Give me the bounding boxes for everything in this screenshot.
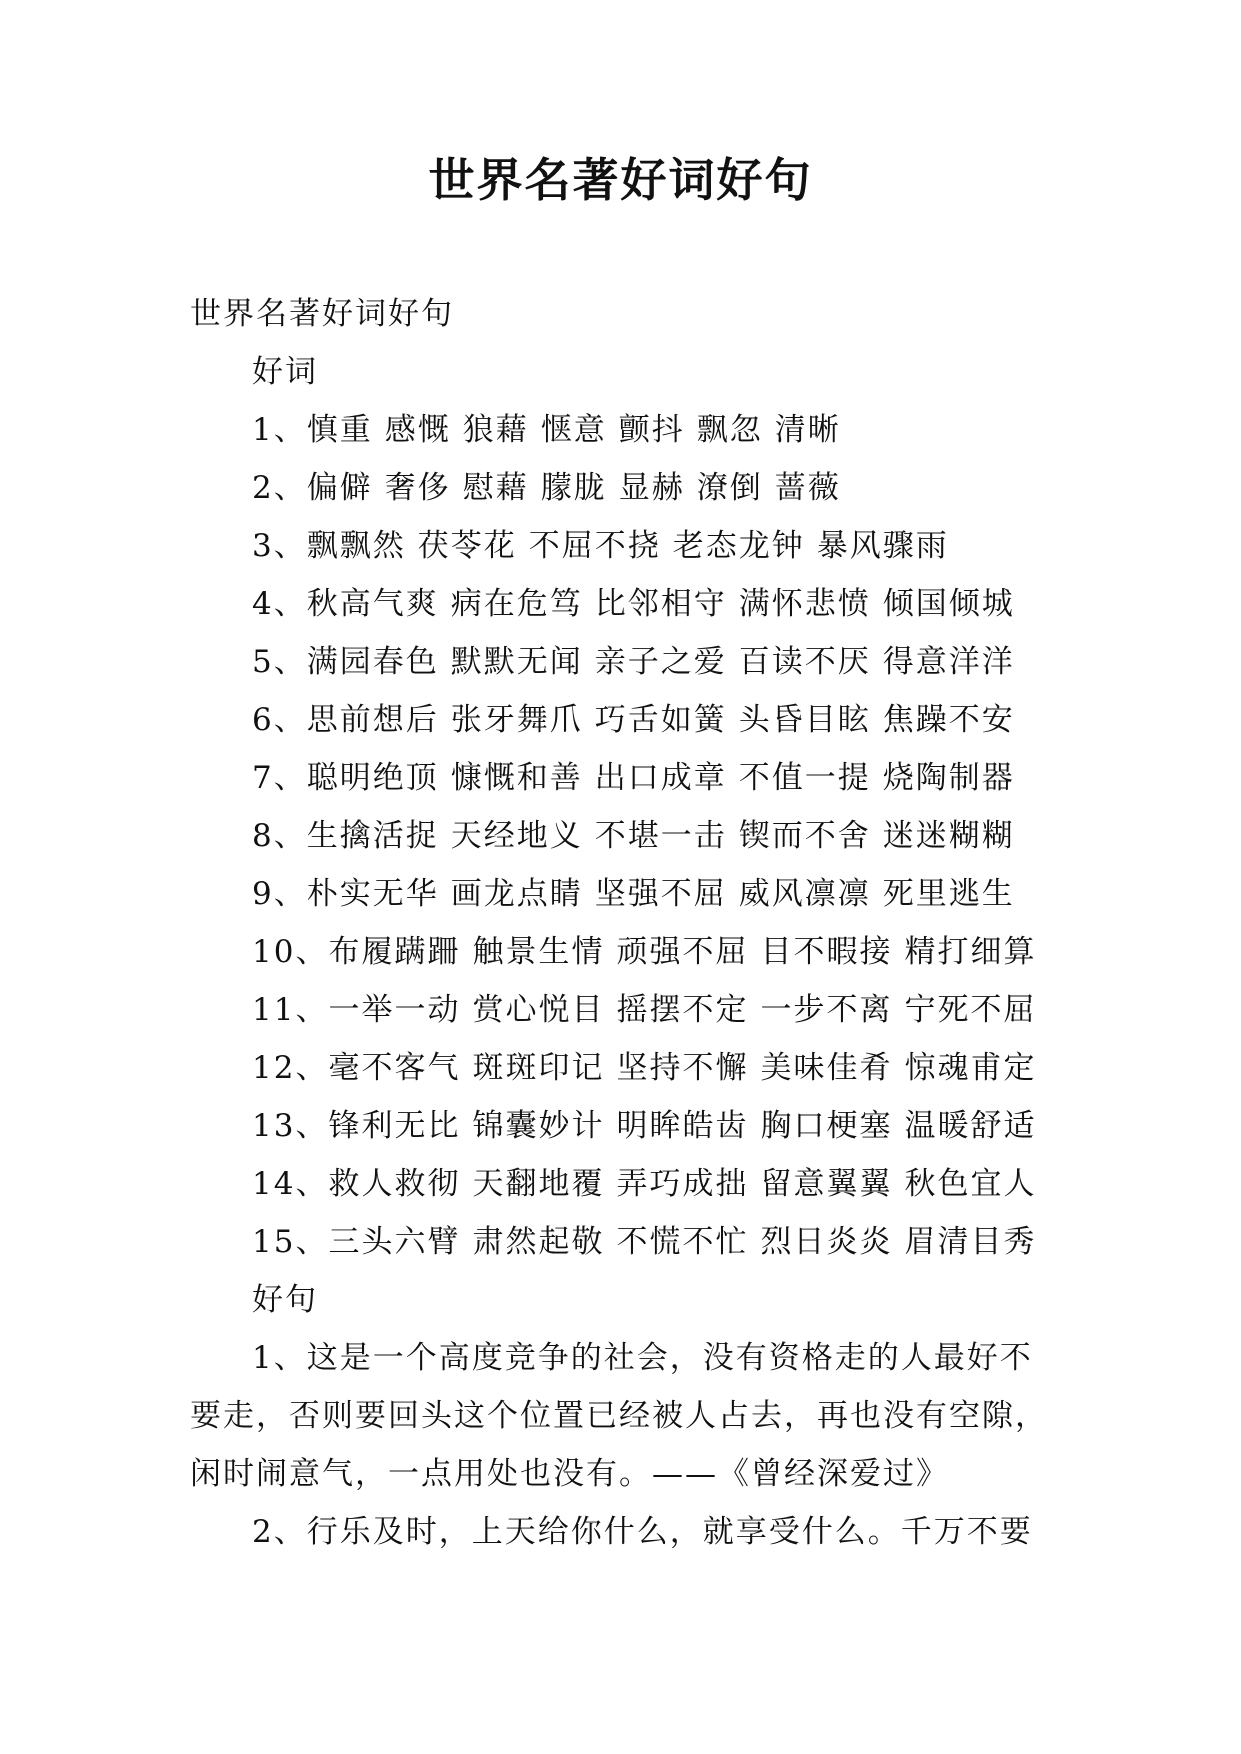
word-item: 烈日炎炎 (760, 1224, 893, 1260)
word-item: 清晰 (774, 412, 841, 448)
word-item: 救人救彻 (328, 1166, 461, 1202)
word-item: 明眸皓齿 (616, 1108, 749, 1144)
word-item: 美味佳肴 (760, 1050, 893, 1086)
word-item: 满园春色 (306, 644, 439, 680)
word-row (190, 749, 1060, 807)
document-body (190, 285, 1060, 1561)
word-item: 顽强不屈 (616, 934, 749, 970)
word-item: 目不暇接 (760, 934, 893, 970)
word-item: 精打细算 (904, 934, 1037, 970)
word-item: 显赫 (618, 470, 685, 506)
word-item: 一举一动 (328, 992, 461, 1028)
word-item: 宁死不屈 (904, 992, 1037, 1028)
word-row (190, 1097, 1060, 1155)
word-row (190, 1155, 1060, 1213)
word-item: 留意翼翼 (760, 1166, 893, 1202)
word-item: 触景生情 (472, 934, 605, 970)
word-item: 惬意 (540, 412, 607, 448)
word-item: 生擒活捉 (306, 818, 439, 854)
sentence-paragraph: 2、行乐及时，上天给你什么，就享受什么。千万不要 (252, 1514, 1033, 1550)
document-title: 世界名著好词好句 (428, 153, 813, 207)
word-item: 坚强不屈 (594, 876, 727, 912)
word-row (190, 807, 1060, 865)
word-item: 不堪一击 (594, 818, 727, 854)
word-item: 锦囊妙计 (472, 1108, 605, 1144)
word-row-number: 12、 (252, 1050, 329, 1086)
word-item: 病在危笃 (450, 586, 583, 622)
word-item: 锲而不舍 (738, 818, 871, 854)
word-item: 坚持不懈 (616, 1050, 749, 1086)
word-row-number: 5、 (252, 644, 307, 680)
word-row-number: 4、 (252, 586, 307, 622)
word-item: 暴风骤雨 (816, 528, 949, 564)
word-item: 飘飘然 (306, 528, 406, 564)
word-row (190, 1039, 1060, 1097)
word-row-number: 15、 (252, 1224, 329, 1260)
word-item: 茯苓花 (417, 528, 517, 564)
word-item: 画龙点睛 (450, 876, 583, 912)
word-item: 惊魂甫定 (904, 1050, 1037, 1086)
word-item: 烧陶制器 (882, 760, 1015, 796)
word-item: 潦倒 (696, 470, 763, 506)
word-list (190, 401, 1060, 1271)
word-item: 威风凛凛 (738, 876, 871, 912)
word-row (190, 575, 1060, 633)
word-row (190, 633, 1060, 691)
word-item: 满怀悲愤 (738, 586, 871, 622)
word-item: 默默无闻 (450, 644, 583, 680)
word-item: 锋利无比 (328, 1108, 461, 1144)
word-item: 眉清目秀 (904, 1224, 1037, 1260)
word-item: 一步不离 (760, 992, 893, 1028)
word-row (190, 517, 1060, 575)
word-item: 秋高气爽 (306, 586, 439, 622)
word-item: 感慨 (384, 412, 451, 448)
word-item: 思前想后 (306, 702, 439, 738)
word-item: 比邻相守 (594, 586, 727, 622)
word-item: 头昏目眩 (738, 702, 871, 738)
word-item: 慷慨和善 (450, 760, 583, 796)
word-item: 飘忽 (696, 412, 763, 448)
word-item: 倾国倾城 (882, 586, 1015, 622)
word-item: 斑斑印记 (472, 1050, 605, 1086)
word-row-number: 2、 (252, 470, 307, 506)
word-row-number: 9、 (252, 876, 307, 912)
word-item: 秋色宜人 (904, 1166, 1037, 1202)
word-row-number: 10、 (252, 934, 329, 970)
word-item: 温暖舒适 (904, 1108, 1037, 1144)
sentences-heading: 好句 (252, 1282, 318, 1318)
word-row-number: 3、 (252, 528, 307, 564)
word-row (190, 1213, 1060, 1271)
word-row-number: 6、 (252, 702, 307, 738)
word-item: 胸口梗塞 (760, 1108, 893, 1144)
word-item: 百读不厌 (738, 644, 871, 680)
word-row (190, 923, 1060, 981)
word-item: 布履蹒跚 (328, 934, 461, 970)
word-row (190, 981, 1060, 1039)
word-item: 巧舌如簧 (594, 702, 727, 738)
word-item: 奢侈 (384, 470, 451, 506)
words-heading: 好词 (252, 354, 318, 390)
word-item: 天翻地覆 (472, 1166, 605, 1202)
document-subtitle: 世界名著好词好句 (190, 296, 454, 332)
word-item: 弄巧成拙 (616, 1166, 749, 1202)
word-item: 偏僻 (306, 470, 373, 506)
word-item: 毫不客气 (328, 1050, 461, 1086)
word-item: 张牙舞爪 (450, 702, 583, 738)
word-item: 慎重 (306, 412, 373, 448)
word-item: 赏心悦目 (472, 992, 605, 1028)
word-row-number: 7、 (252, 760, 307, 796)
word-row-number: 14、 (252, 1166, 329, 1202)
word-item: 三头六臂 (328, 1224, 461, 1260)
word-item: 狼藉 (462, 412, 529, 448)
word-item: 天经地义 (450, 818, 583, 854)
word-row-number: 11、 (252, 992, 329, 1028)
word-item: 得意洋洋 (882, 644, 1015, 680)
word-item: 摇摆不定 (616, 992, 749, 1028)
word-item: 颤抖 (618, 412, 685, 448)
word-row-number: 1、 (252, 412, 307, 448)
word-item: 不屈不挠 (528, 528, 661, 564)
word-item: 肃然起敬 (472, 1224, 605, 1260)
word-row-number: 8、 (252, 818, 307, 854)
word-row (190, 865, 1060, 923)
word-item: 死里逃生 (882, 876, 1015, 912)
word-item: 聪明绝顶 (306, 760, 439, 796)
word-row (190, 401, 1060, 459)
sentence-paragraph: 1、这是一个高度竞争的社会，没有资格走的人最好不要走，否则要回头这个位置已经被人占去，再也没有空隙，闲时闹意气，一点用处也没有。——《曾经深爱过》 (190, 1340, 1048, 1492)
word-item: 蔷薇 (774, 470, 841, 506)
word-item: 不慌不忙 (616, 1224, 749, 1260)
word-item: 朴实无华 (306, 876, 439, 912)
word-item: 亲子之爱 (594, 644, 727, 680)
word-item: 迷迷糊糊 (882, 818, 1015, 854)
word-item: 出口成章 (594, 760, 727, 796)
word-item: 不值一提 (738, 760, 871, 796)
word-item: 焦躁不安 (882, 702, 1015, 738)
word-row (190, 459, 1060, 517)
word-item: 慰藉 (462, 470, 529, 506)
word-row (190, 691, 1060, 749)
word-row-number: 13、 (252, 1108, 329, 1144)
word-item: 朦胧 (540, 470, 607, 506)
sentence-list (190, 1329, 1060, 1561)
word-item: 老态龙钟 (672, 528, 805, 564)
